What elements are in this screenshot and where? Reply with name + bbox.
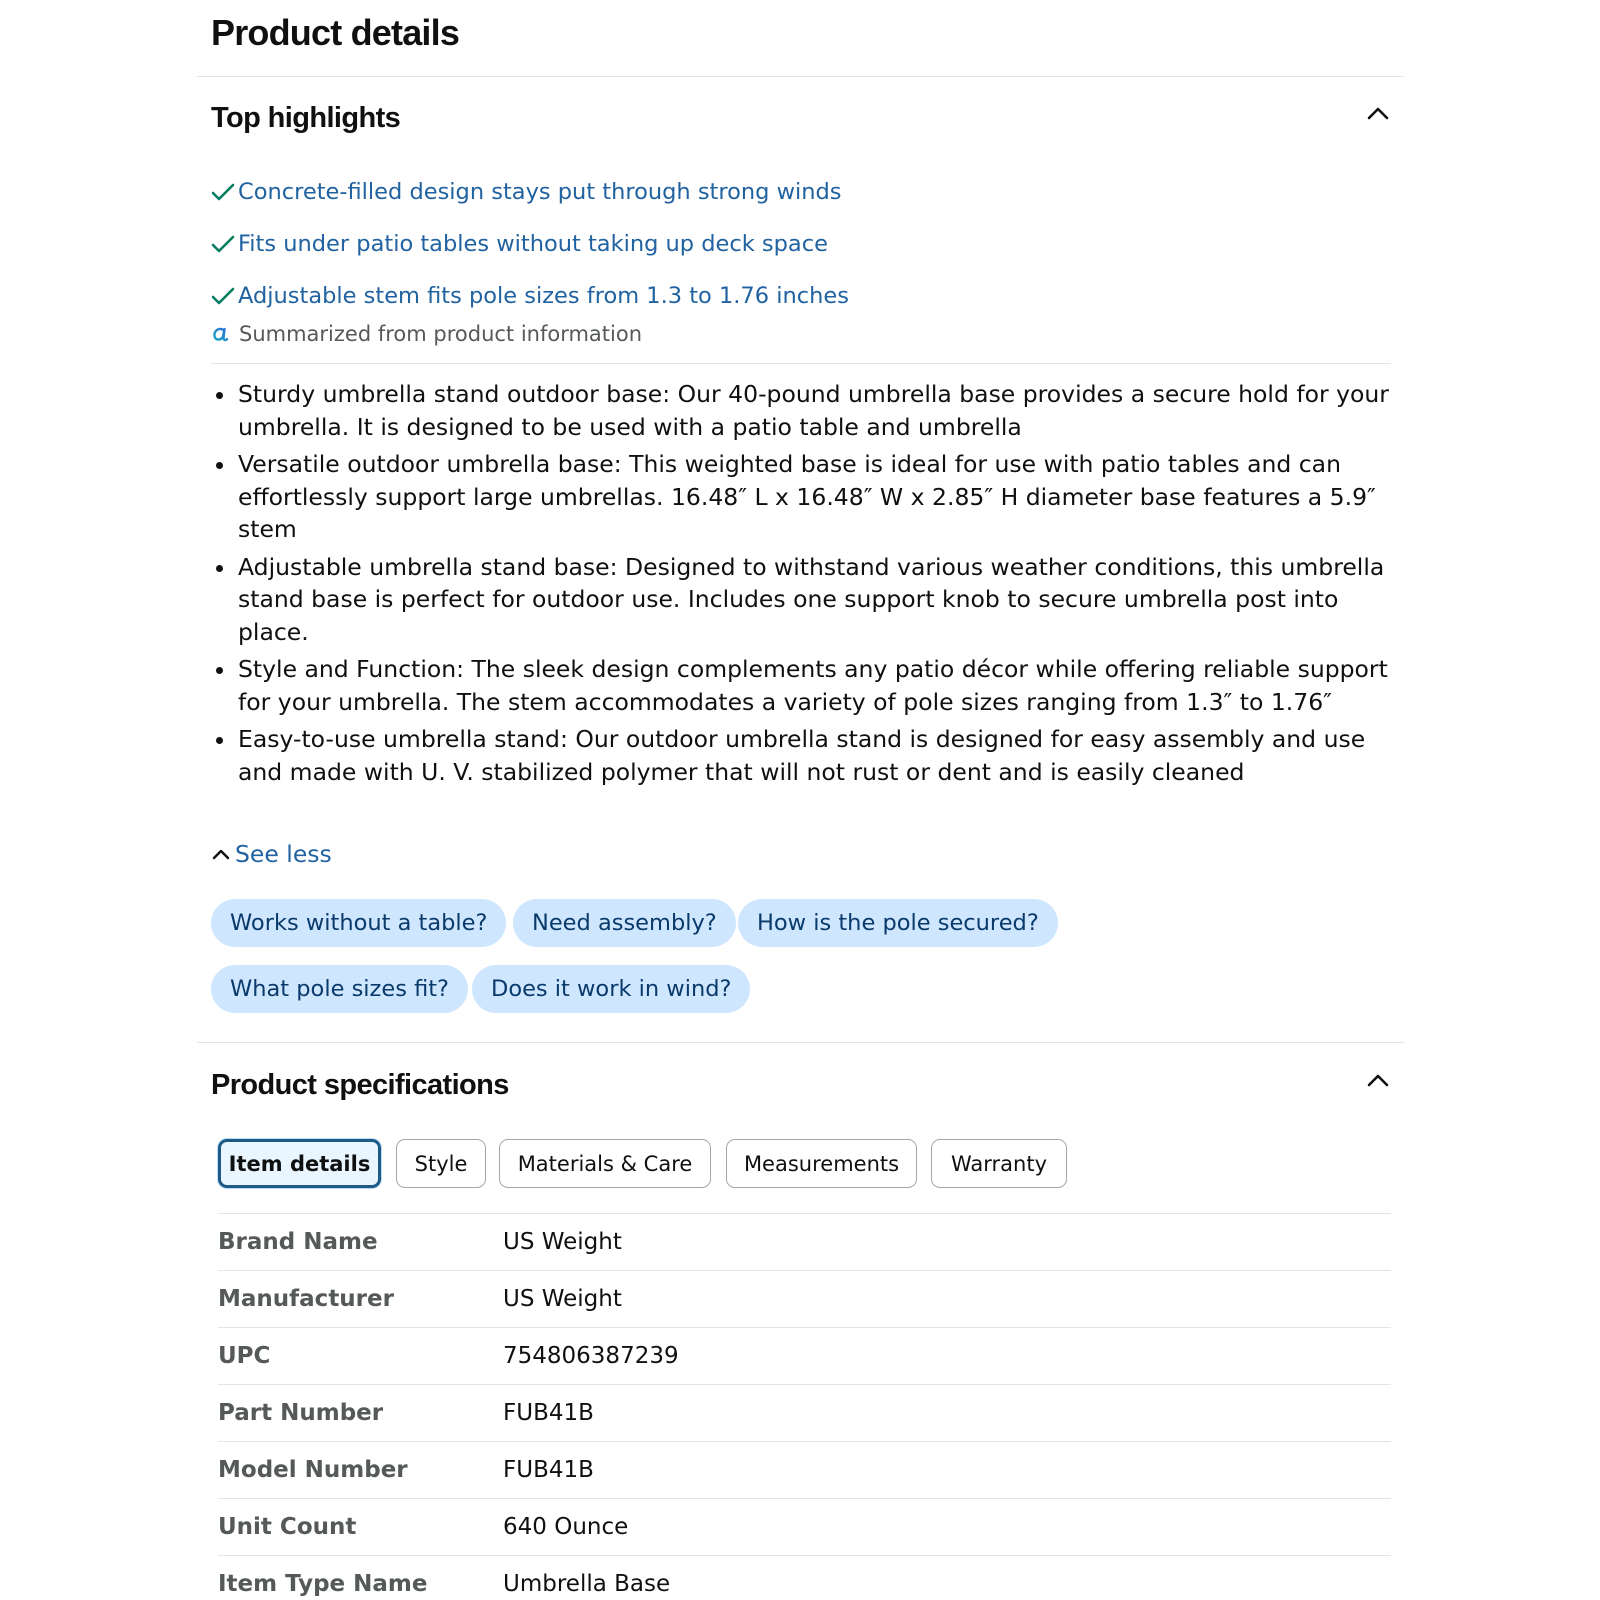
highlight-text: Concrete-filled design stays put through strong winds: [238, 179, 842, 205]
tab-style[interactable]: Style: [396, 1139, 486, 1188]
chevron-up-icon[interactable]: [1364, 103, 1392, 123]
highlights-list: [211, 166, 849, 322]
checkmark-icon: [211, 234, 235, 254]
tab-materials-care[interactable]: Materials & Care: [499, 1139, 711, 1188]
tab-item-details[interactable]: Item details: [218, 1139, 381, 1188]
spec-row: [218, 1498, 1391, 1555]
spec-row: [218, 1555, 1391, 1600]
spec-label: Manufacturer: [218, 1286, 394, 1312]
question-chip[interactable]: What pole sizes fit?: [211, 965, 468, 1013]
checkmark-icon: [211, 286, 235, 306]
spec-row: [218, 1270, 1391, 1327]
ai-summary-note: [211, 322, 642, 346]
ai-sparkle-icon: [211, 325, 229, 343]
bullet-item: Adjustable umbrella stand base: Designed to withstand various weather conditions, this umbrella stand base is perfect for outdoor use. Includes one support knob to secure umbrella post into place.: [211, 551, 1391, 649]
spec-value: US Weight: [503, 1286, 622, 1312]
highlight-text: Fits under patio tables without taking up deck space: [238, 231, 828, 257]
spec-row: [218, 1213, 1391, 1270]
spec-value: FUB41B: [503, 1457, 594, 1483]
spec-value: US Weight: [503, 1229, 622, 1255]
question-chip[interactable]: Does it work in wind?: [472, 965, 750, 1013]
bullet-item: Versatile outdoor umbrella base: This weighted base is ideal for use with patio tables and can effortlessly support large umbrellas. 16.48″ L x 16.48″ W x 2.85″ H diameter base features a 5.9″ stem: [211, 448, 1391, 546]
spec-row: [218, 1441, 1391, 1498]
see-less-link[interactable]: [211, 840, 332, 868]
spec-label: Model Number: [218, 1457, 408, 1483]
divider: [197, 1042, 1404, 1043]
bullet-item: Style and Function: The sleek design complements any patio décor while offering reliable support for your umbrella. The stem accommodates a variety of pole sizes ranging from 1.3″ to 1.76″: [211, 653, 1391, 718]
chevron-up-icon: [211, 847, 231, 861]
bullet-item: Easy-to-use umbrella stand: Our outdoor umbrella stand is designed for easy assembly and use and made with U. V. stabilized polymer that will not rust or dent and is easily cleaned: [211, 723, 1391, 788]
tab-warranty[interactable]: Warranty: [931, 1139, 1067, 1188]
page-title: Product details: [211, 12, 460, 53]
see-less-label: See less: [235, 840, 332, 868]
highlight-item: [211, 166, 849, 218]
question-chip[interactable]: Works without a table?: [211, 899, 506, 947]
spec-label: UPC: [218, 1343, 271, 1369]
feature-bullets: [211, 378, 1391, 793]
highlight-item: [211, 218, 849, 270]
spec-value: Umbrella Base: [503, 1571, 671, 1597]
divider: [197, 76, 1404, 77]
spec-label: Part Number: [218, 1400, 384, 1426]
spec-row: [218, 1384, 1391, 1441]
checkmark-icon: [211, 182, 235, 202]
spec-label: Unit Count: [218, 1514, 357, 1540]
highlight-text: Adjustable stem fits pole sizes from 1.3 to 1.76 inches: [238, 283, 849, 309]
chevron-up-icon[interactable]: [1364, 1070, 1392, 1090]
spec-label: Brand Name: [218, 1229, 378, 1255]
summary-note-text: Summarized from product information: [239, 322, 643, 346]
product-specifications-title: Product specifications: [211, 1069, 509, 1101]
question-chip[interactable]: How is the pole secured?: [738, 899, 1058, 947]
spec-value: 754806387239: [503, 1343, 679, 1369]
spec-label: Item Type Name: [218, 1571, 428, 1597]
question-chip[interactable]: Need assembly?: [513, 899, 736, 947]
bullet-item: Sturdy umbrella stand outdoor base: Our 40-pound umbrella base provides a secure hold for your umbrella. It is designed to be used with a patio table and umbrella: [211, 378, 1391, 443]
spec-row: [218, 1327, 1391, 1384]
divider: [211, 363, 1391, 364]
spec-value: 640 Ounce: [503, 1514, 629, 1540]
tab-measurements[interactable]: Measurements: [726, 1139, 917, 1188]
highlight-item: [211, 270, 849, 322]
top-highlights-title: Top highlights: [211, 102, 401, 134]
spec-value: FUB41B: [503, 1400, 594, 1426]
